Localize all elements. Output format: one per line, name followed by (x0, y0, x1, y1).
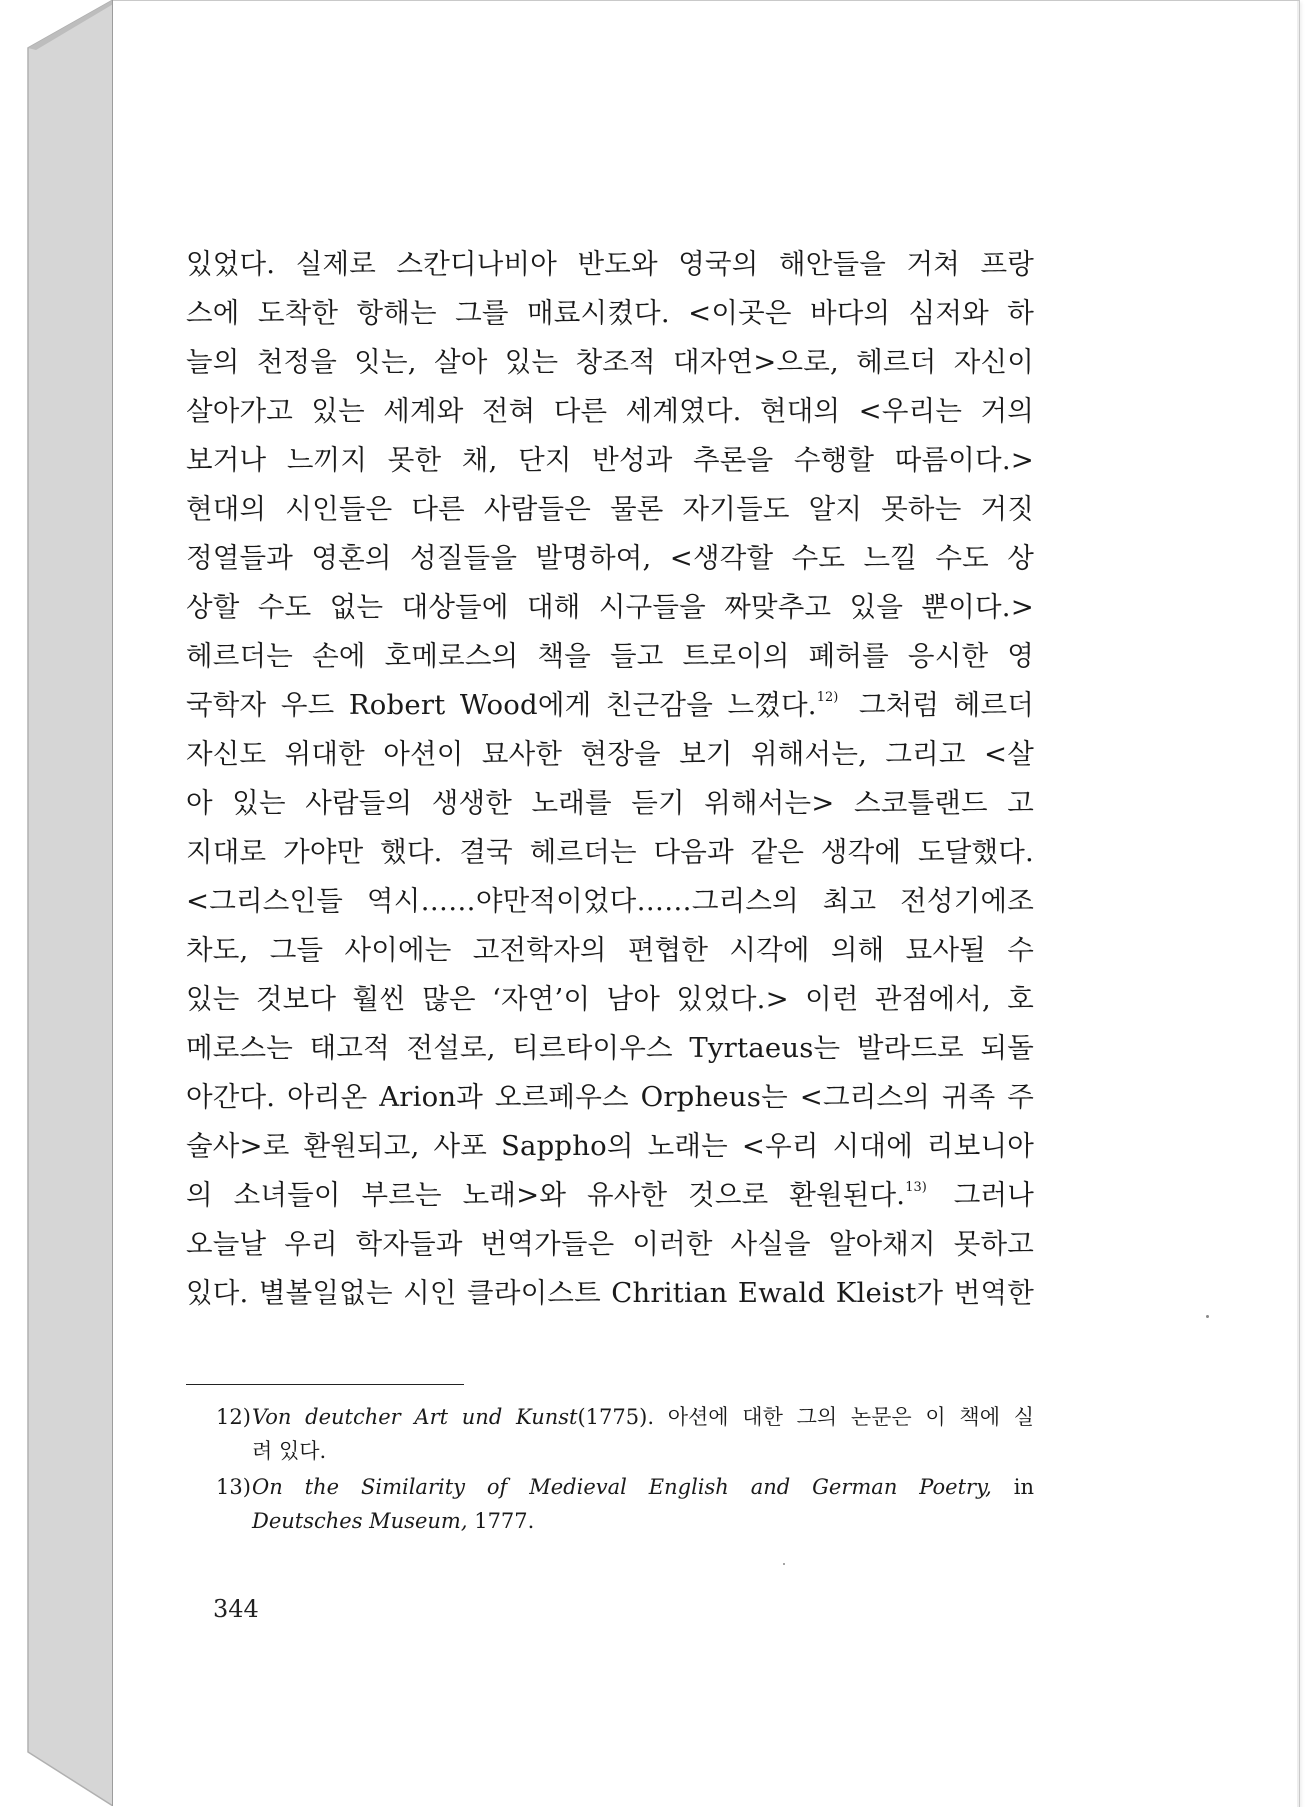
text-segment: 그러나 (953, 1179, 1034, 1211)
text-line-with-footnote-13 (186, 1171, 1034, 1220)
text-segment: 그처럼 헤르더 (858, 689, 1035, 721)
scan-speck (1206, 1315, 1209, 1318)
footnote-mark-13: 13) (905, 1180, 927, 1195)
text-line: 헤르더는 손에 호메로스의 책을 들고 트로이의 폐허를 응시한 영 (186, 640, 1034, 672)
text-line: 현대의 시인들은 다른 사람들은 물론 자기들도 알지 못하는 거짓 (186, 493, 1034, 525)
text-segment: 국학자 우드 Robert Wood에게 친근감을 느꼈다. (186, 689, 817, 721)
text-line: 상할 수도 없는 대상들에 대해 시구들을 짜맞추고 있을 뿐이다.> (186, 591, 1034, 623)
footnote-line (252, 1400, 1034, 1434)
footnotes (216, 1400, 1034, 1538)
footnote-divider (186, 1384, 464, 1385)
text-line: 술사>로 환원되고, 사포 Sappho의 노래는 <우리 시대에 리보니아 (186, 1130, 1034, 1162)
footnote-line (252, 1504, 1034, 1538)
footnote-text: (1775). 아션에 대한 그의 논문은 이 책에 실 (577, 1405, 1034, 1429)
text-line: 차도, 그들 사이에는 고전학자의 편협한 시각에 의해 묘사될 수 (186, 934, 1034, 966)
body-text (186, 240, 1034, 1318)
footnote-number: 12) (216, 1405, 251, 1429)
footnote-work-title: Von deutcher Art und Kunst (252, 1405, 578, 1429)
footnote-mark-12: 12) (816, 690, 839, 705)
text-line: 있었다. 실제로 스칸디나비아 반도와 영국의 해안들을 거쳐 프랑 (186, 248, 1034, 280)
footnote-work-title: On the Similarity of Medieval English and German Poetry, (252, 1475, 992, 1499)
text-line: 메로스는 태고적 전설로, 티르타이우스 Tyrtaeus는 발라드로 되돌 (186, 1032, 1034, 1064)
footnote-line (252, 1470, 1034, 1504)
text-line: 지대로 가야만 했다. 결국 헤르더는 다음과 같은 생각에 도달했다. (186, 836, 1034, 868)
text-line: 자신도 위대한 아션이 묘사한 현장을 보기 위해서는, 그리고 <살 (186, 738, 1034, 770)
footnote-text: 1777. (467, 1509, 535, 1533)
text-line: 아 있는 사람들의 생생한 노래를 듣기 위해서는> 스코틀랜드 고 (186, 787, 1034, 819)
text-line: 정열들과 영혼의 성질들을 발명하여, <생각할 수도 느낄 수도 상 (186, 542, 1034, 574)
text-line: 보거나 느끼지 못한 채, 단지 반성과 추론을 수행할 따름이다.> (186, 444, 1034, 476)
page-number: 344 (213, 1595, 259, 1623)
scan-speck (783, 1563, 785, 1565)
text-line: 살아가고 있는 세계와 전혀 다른 세계였다. 현대의 <우리는 거의 (186, 395, 1034, 427)
book-spine-face (28, 0, 113, 1806)
text-line-with-footnote-12 (186, 681, 1034, 730)
text-line: 오늘날 우리 학자들과 번역가들은 이러한 사실을 알아채지 못하고 (186, 1228, 1034, 1260)
text-line: 늘의 천정을 잇는, 살아 있는 창조적 대자연>으로, 헤르더 자신이 (186, 346, 1034, 378)
text-line: 스에 도착한 항해는 그를 매료시켰다. <이곳은 바다의 심저와 하 (186, 297, 1034, 329)
footnote-13 (216, 1470, 1034, 1538)
footnote-line: 려 있다. (252, 1439, 327, 1463)
text-line: 있는 것보다 훨씬 많은 ‘자연’이 남아 있었다.> 이런 관점에서, 호 (186, 983, 1034, 1015)
text-segment: 의 소녀들이 부르는 노래>와 유사한 것으로 환원된다. (186, 1179, 906, 1211)
text-line: <그리스인들 역시……야만적이었다……그리스의 최고 전성기에조 (186, 885, 1034, 917)
footnote-12 (216, 1400, 1034, 1468)
text-line: 아간다. 아리온 Arion과 오르페우스 Orpheus는 <그리스의 귀족 주 (186, 1081, 1034, 1113)
text-line: 있다. 별볼일없는 시인 클라이스트 Chritian Ewald Kleist가 번역한 (186, 1277, 1034, 1309)
footnote-number: 13) (216, 1475, 251, 1499)
footnote-journal-title: Deutsches Museum, (252, 1509, 468, 1533)
footnote-text: in (991, 1475, 1035, 1499)
